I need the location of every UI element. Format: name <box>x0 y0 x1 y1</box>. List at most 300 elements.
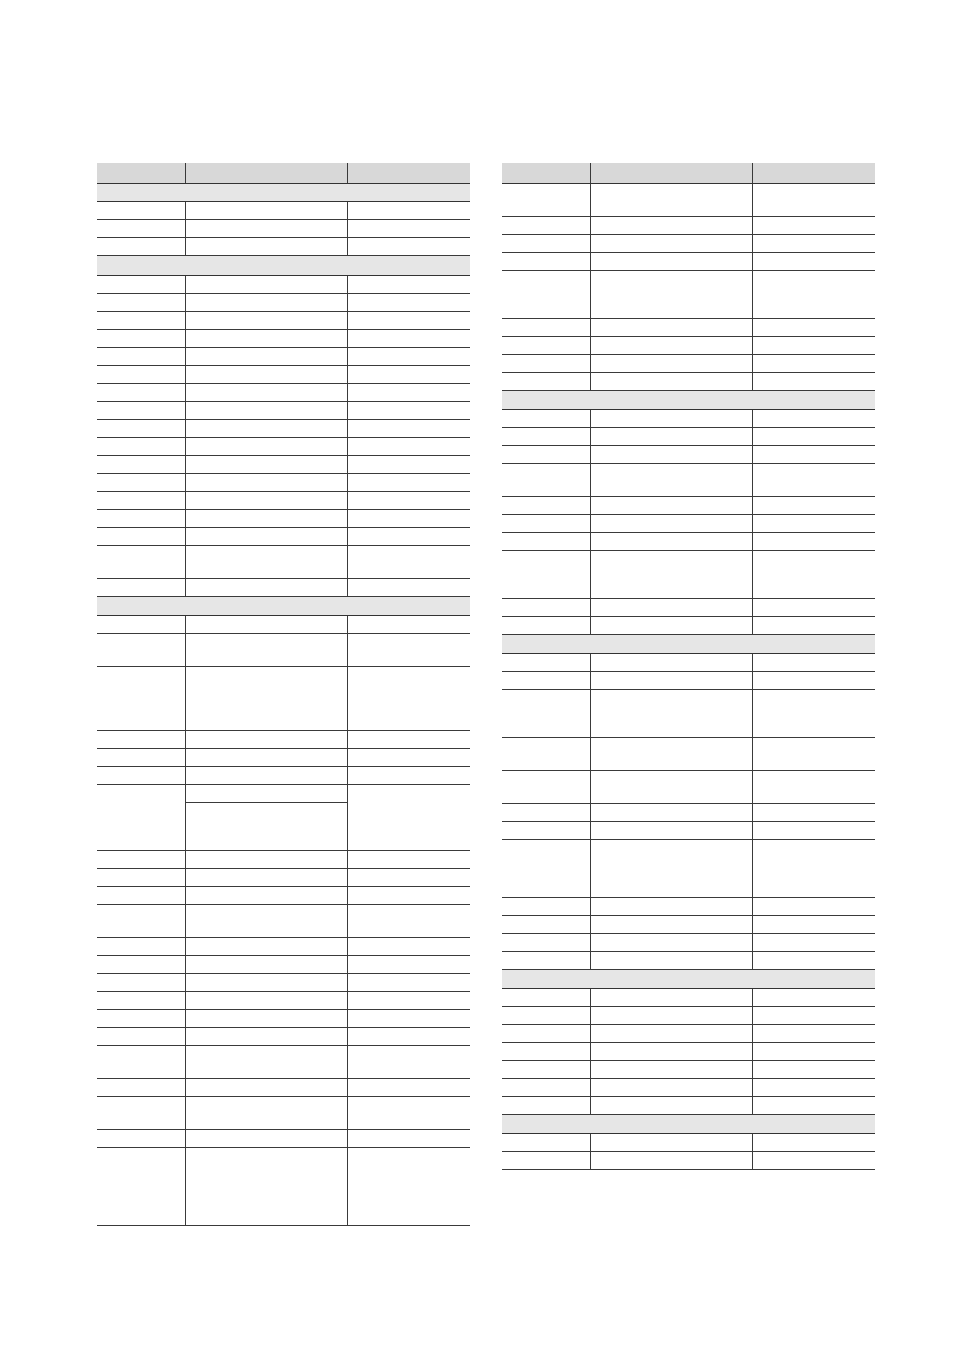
table-cell <box>97 749 185 767</box>
table-cell <box>185 348 347 366</box>
table-cell <box>185 238 347 256</box>
table-cell <box>590 840 752 898</box>
table-cell <box>590 1025 752 1043</box>
table-row <box>97 330 470 348</box>
table-cell <box>97 905 185 938</box>
table-cell <box>97 384 185 402</box>
table-cell <box>347 492 470 510</box>
table-cell <box>97 1079 185 1097</box>
table-cell <box>590 464 752 497</box>
table-cell <box>185 312 347 330</box>
table-cell <box>97 238 185 256</box>
table-cell <box>185 974 347 992</box>
table-row <box>502 497 875 515</box>
table-cell <box>502 235 590 253</box>
table-cell <box>502 1061 590 1079</box>
table-cell <box>347 420 470 438</box>
table-cell <box>185 510 347 528</box>
table-cell <box>97 851 185 869</box>
table-cell <box>502 319 590 337</box>
table-cell <box>347 974 470 992</box>
table-cell <box>502 898 590 916</box>
table-cell <box>502 533 590 551</box>
table-cell <box>502 271 590 319</box>
table-cell <box>502 1097 590 1115</box>
table-cell <box>97 438 185 456</box>
table-row <box>97 276 470 294</box>
table-row <box>502 235 875 253</box>
table-row <box>97 312 470 330</box>
table-row <box>502 373 875 391</box>
table-cell <box>752 934 875 952</box>
section-row <box>502 391 875 410</box>
table-cell <box>185 667 347 731</box>
table-cell <box>185 220 347 238</box>
table-row <box>502 217 875 235</box>
table-cell <box>347 546 470 579</box>
table-cell <box>97 974 185 992</box>
table-cell <box>590 446 752 464</box>
table-cell <box>590 410 752 428</box>
table-cell <box>97 938 185 956</box>
table-cell <box>752 446 875 464</box>
table-cell <box>347 616 470 634</box>
table-row <box>502 355 875 373</box>
table-row <box>502 515 875 533</box>
table-cell <box>347 767 470 785</box>
section-label <box>97 184 470 202</box>
header-cell-2 <box>590 163 752 184</box>
table-cell <box>752 271 875 319</box>
table-cell <box>347 294 470 312</box>
table-cell <box>347 456 470 474</box>
table-cell <box>590 515 752 533</box>
table-cell <box>752 497 875 515</box>
table-cell <box>185 749 347 767</box>
table-cell <box>347 731 470 749</box>
section-row <box>502 1115 875 1134</box>
table-cell <box>752 738 875 771</box>
table-cell <box>752 916 875 934</box>
left-table <box>97 163 470 1226</box>
table-cell <box>502 1025 590 1043</box>
table-cell <box>347 1148 470 1226</box>
table-cell <box>752 337 875 355</box>
table-cell <box>347 276 470 294</box>
table-cell <box>97 312 185 330</box>
table-cell <box>590 952 752 970</box>
table-row <box>97 634 470 667</box>
table-cell <box>502 1007 590 1025</box>
table-cell <box>347 474 470 492</box>
table-cell <box>185 474 347 492</box>
table-cell <box>347 510 470 528</box>
left-table-body <box>97 184 470 1226</box>
table-cell <box>347 220 470 238</box>
table-cell <box>502 804 590 822</box>
table-cell <box>347 1097 470 1130</box>
table-row <box>502 898 875 916</box>
table-row <box>97 348 470 366</box>
table-cell <box>185 905 347 938</box>
table-cell <box>185 579 347 597</box>
table-cell <box>185 731 347 749</box>
table-cell <box>97 420 185 438</box>
table-row <box>502 1025 875 1043</box>
table-cell <box>590 1097 752 1115</box>
table-cell <box>502 599 590 617</box>
table-cell <box>752 1007 875 1025</box>
table-row <box>97 438 470 456</box>
table-row <box>502 271 875 319</box>
table-row <box>502 1134 875 1152</box>
table-row <box>502 184 875 217</box>
right-table-body <box>502 184 875 1170</box>
section-label <box>502 635 875 654</box>
table-cell <box>590 989 752 1007</box>
right-table <box>502 163 875 1170</box>
table-cell <box>752 654 875 672</box>
table-row <box>97 785 470 803</box>
table-cell <box>752 355 875 373</box>
table-cell <box>752 822 875 840</box>
table-cell <box>752 898 875 916</box>
table-cell <box>502 410 590 428</box>
table-cell <box>347 366 470 384</box>
table-cell <box>502 934 590 952</box>
table-cell <box>347 851 470 869</box>
table-cell <box>590 533 752 551</box>
table-cell <box>590 217 752 235</box>
table-cell <box>97 456 185 474</box>
table-row <box>502 428 875 446</box>
table-cell <box>502 822 590 840</box>
table-row <box>502 1007 875 1025</box>
header-cell-3 <box>752 163 875 184</box>
section-row <box>97 597 470 616</box>
table-cell <box>185 887 347 905</box>
table-cell <box>752 533 875 551</box>
table-cell <box>185 992 347 1010</box>
table-row <box>502 690 875 738</box>
section-label <box>97 597 470 616</box>
table-cell <box>502 428 590 446</box>
table-cell <box>590 428 752 446</box>
table-cell <box>590 235 752 253</box>
table-cell <box>97 1097 185 1130</box>
table-cell <box>590 184 752 217</box>
table-cell <box>185 276 347 294</box>
table-row <box>502 989 875 1007</box>
table-cell <box>590 654 752 672</box>
table-cell <box>590 599 752 617</box>
table-row <box>502 319 875 337</box>
table-cell <box>590 319 752 337</box>
section-label <box>502 1115 875 1134</box>
table-row <box>502 804 875 822</box>
table-cell <box>185 1046 347 1079</box>
table-cell <box>752 235 875 253</box>
table-row <box>97 887 470 905</box>
table-cell <box>752 515 875 533</box>
table-cell <box>502 217 590 235</box>
table-cell <box>590 617 752 635</box>
table-row <box>97 1028 470 1046</box>
table-row <box>502 410 875 428</box>
table-cell <box>185 1130 347 1148</box>
table-row <box>502 337 875 355</box>
table-row <box>97 528 470 546</box>
section-label <box>502 970 875 989</box>
table-cell <box>752 428 875 446</box>
table-cell <box>590 497 752 515</box>
table-cell <box>502 617 590 635</box>
table-cell <box>502 515 590 533</box>
table-cell <box>590 1007 752 1025</box>
table-cell <box>502 690 590 738</box>
table-cell <box>185 1148 347 1226</box>
table-cell <box>590 690 752 738</box>
table-cell <box>97 510 185 528</box>
table-cell <box>590 355 752 373</box>
table-row <box>502 654 875 672</box>
table-row <box>97 220 470 238</box>
table-cell <box>502 952 590 970</box>
table-cell <box>502 253 590 271</box>
table-row <box>502 1079 875 1097</box>
table-cell <box>185 492 347 510</box>
table-row <box>97 1130 470 1148</box>
table-cell <box>185 546 347 579</box>
table-cell <box>590 1061 752 1079</box>
table-cell <box>347 869 470 887</box>
table-row <box>97 510 470 528</box>
table-cell <box>752 599 875 617</box>
table-cell <box>502 184 590 217</box>
table-cell <box>752 840 875 898</box>
table-row <box>97 1097 470 1130</box>
table-cell <box>590 373 752 391</box>
table-cell <box>590 1043 752 1061</box>
table-row <box>97 579 470 597</box>
table-cell <box>185 1010 347 1028</box>
table-row <box>97 869 470 887</box>
table-cell <box>752 1097 875 1115</box>
table-row <box>97 616 470 634</box>
table-cell <box>185 938 347 956</box>
table-cell <box>185 420 347 438</box>
table-row <box>97 767 470 785</box>
table-row <box>502 672 875 690</box>
table-cell <box>752 1025 875 1043</box>
table-cell <box>185 1028 347 1046</box>
table-row <box>502 952 875 970</box>
table-cell <box>347 348 470 366</box>
table-row <box>502 916 875 934</box>
table-cell <box>502 373 590 391</box>
table-cell <box>590 551 752 599</box>
table-cell <box>185 438 347 456</box>
table-row <box>97 1010 470 1028</box>
table-row <box>502 840 875 898</box>
table-cell <box>185 851 347 869</box>
table-row <box>97 238 470 256</box>
table-row <box>502 1152 875 1170</box>
table-cell <box>185 1079 347 1097</box>
table-cell <box>502 464 590 497</box>
table-cell <box>185 456 347 474</box>
table-cell <box>185 294 347 312</box>
section-row <box>97 256 470 276</box>
table-cell <box>347 312 470 330</box>
table-cell <box>185 528 347 546</box>
table-cell <box>347 528 470 546</box>
table-row <box>97 492 470 510</box>
table-cell <box>752 217 875 235</box>
table-cell <box>347 938 470 956</box>
table-cell <box>97 220 185 238</box>
section-label <box>97 256 470 276</box>
table-cell <box>97 887 185 905</box>
table-row <box>97 749 470 767</box>
table-row <box>97 546 470 579</box>
table-cell <box>502 337 590 355</box>
table-cell <box>347 438 470 456</box>
table-cell <box>590 804 752 822</box>
table-row <box>502 533 875 551</box>
table-cell <box>347 1046 470 1079</box>
table-row <box>97 851 470 869</box>
table-cell <box>97 731 185 749</box>
table-cell <box>185 956 347 974</box>
table-cell <box>97 330 185 348</box>
table-cell <box>590 271 752 319</box>
table-cell <box>347 384 470 402</box>
table-row <box>502 738 875 771</box>
table-cell <box>347 579 470 597</box>
table-cell <box>590 738 752 771</box>
table-cell <box>97 402 185 420</box>
table-row <box>502 1097 875 1115</box>
table-cell <box>590 898 752 916</box>
table-cell <box>752 1152 875 1170</box>
table-cell <box>752 410 875 428</box>
table-cell <box>347 1028 470 1046</box>
table-row <box>97 992 470 1010</box>
table-cell <box>97 1028 185 1046</box>
table-row <box>502 617 875 635</box>
table-cell <box>502 840 590 898</box>
table-row <box>502 446 875 464</box>
table-cell <box>97 1148 185 1226</box>
table-header-row <box>502 163 875 184</box>
table-cell <box>347 749 470 767</box>
table-cell <box>347 202 470 220</box>
table-cell <box>97 616 185 634</box>
table-cell <box>347 1010 470 1028</box>
table-cell <box>502 551 590 599</box>
table-cell <box>752 184 875 217</box>
table-cell <box>185 803 347 851</box>
table-cell <box>752 690 875 738</box>
header-cell-1 <box>502 163 590 184</box>
table-row <box>97 474 470 492</box>
table-cell <box>752 551 875 599</box>
table-row <box>502 253 875 271</box>
table-row <box>97 202 470 220</box>
table-header-row <box>97 163 470 184</box>
table-cell <box>97 667 185 731</box>
table-cell <box>502 446 590 464</box>
header-cell-1 <box>97 163 185 184</box>
table-cell <box>97 634 185 667</box>
table-cell <box>97 492 185 510</box>
table-cell <box>752 1061 875 1079</box>
table-cell <box>590 934 752 952</box>
table-cell <box>347 905 470 938</box>
table-cell <box>590 822 752 840</box>
table-cell <box>97 366 185 384</box>
table-row <box>97 402 470 420</box>
table-cell <box>97 528 185 546</box>
table-cell <box>347 667 470 731</box>
table-cell <box>752 319 875 337</box>
table-row <box>97 905 470 938</box>
table-cell <box>752 1043 875 1061</box>
table-cell <box>590 1134 752 1152</box>
section-label <box>502 391 875 410</box>
table-cell <box>347 785 470 851</box>
table-cell <box>590 337 752 355</box>
table-cell <box>752 253 875 271</box>
table-cell <box>502 355 590 373</box>
table-cell <box>752 804 875 822</box>
table-cell <box>97 546 185 579</box>
section-row <box>97 184 470 202</box>
table-cell <box>97 785 185 851</box>
table-cell <box>97 276 185 294</box>
table-cell <box>752 373 875 391</box>
table-cell <box>502 1079 590 1097</box>
table-cell <box>97 474 185 492</box>
table-row <box>97 667 470 731</box>
table-cell <box>752 617 875 635</box>
table-cell <box>502 771 590 804</box>
table-cell <box>97 579 185 597</box>
table-row <box>97 420 470 438</box>
table-cell <box>97 956 185 974</box>
table-cell <box>502 497 590 515</box>
table-row <box>97 938 470 956</box>
table-cell <box>590 253 752 271</box>
table-cell <box>347 634 470 667</box>
table-cell <box>97 1046 185 1079</box>
section-row <box>502 635 875 654</box>
table-cell <box>97 294 185 312</box>
table-row <box>97 294 470 312</box>
table-cell <box>590 771 752 804</box>
header-cell-2 <box>185 163 347 184</box>
table-cell <box>185 366 347 384</box>
header-cell-3 <box>347 163 470 184</box>
table-cell <box>185 330 347 348</box>
table-row <box>97 384 470 402</box>
section-row <box>502 970 875 989</box>
table-cell <box>97 767 185 785</box>
table-row <box>502 464 875 497</box>
table-cell <box>502 916 590 934</box>
table-cell <box>97 1010 185 1028</box>
